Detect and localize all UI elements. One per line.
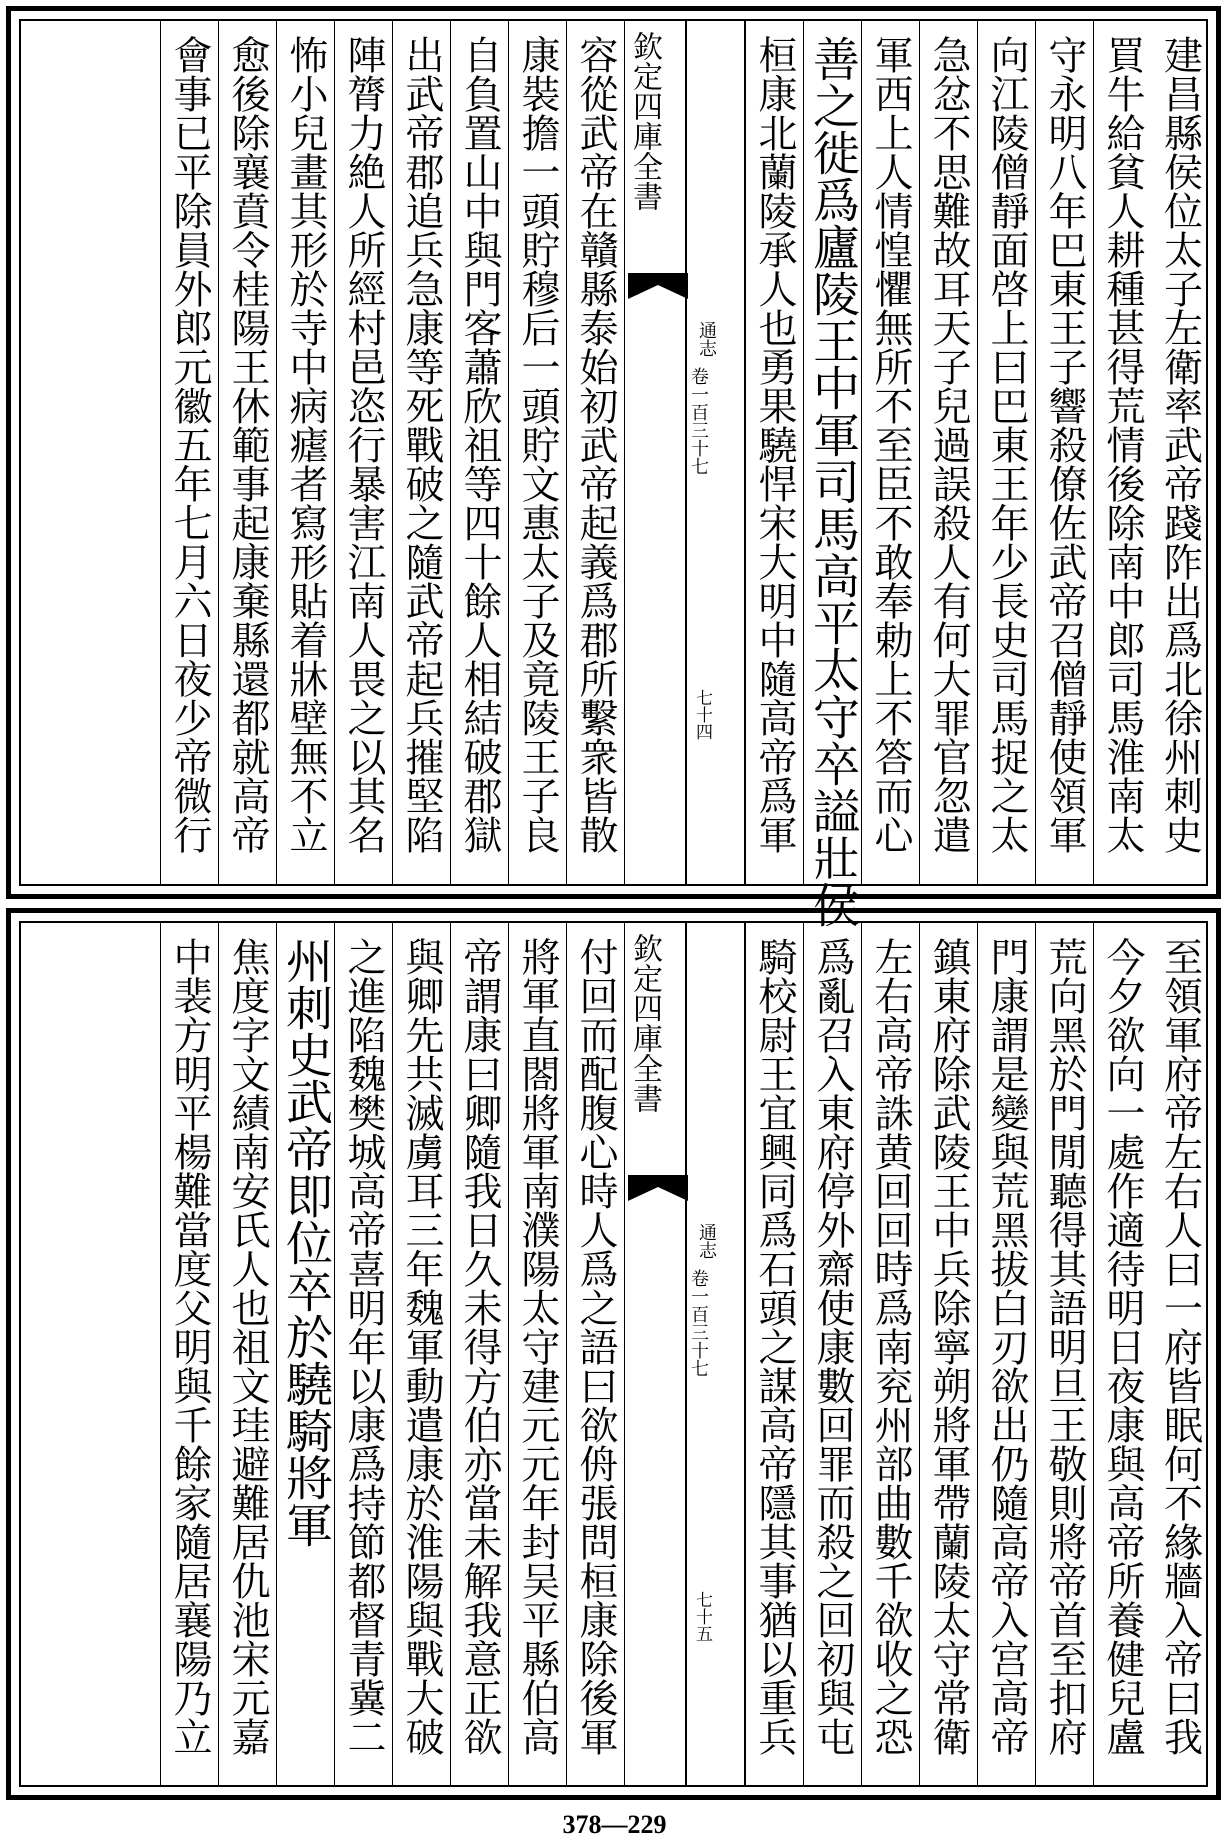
- fish-tail-mark-icon: [628, 273, 688, 299]
- text-column: [803, 923, 861, 1785]
- volume-label: 卷一百三十七: [688, 1269, 709, 1377]
- folio-number: 七十四: [692, 689, 712, 740]
- center-fold: [624, 923, 745, 1785]
- column-text: 荒向黑於門閒聽得其語明旦王敬則將帝首至扣府: [1042, 937, 1087, 1756]
- text-column: [566, 923, 624, 1785]
- column-text: 爲亂召入東府停外齋使康數回罪而殺之回初與屯: [810, 937, 855, 1756]
- column-text: 向江陵僧靜面啓上曰巴東王年少長史司馬捉之太: [984, 35, 1029, 854]
- column-text: 急忿不思難故耳天子兒過誤殺人有何大罪官忽遣: [926, 35, 971, 854]
- top-page: [6, 6, 1221, 928]
- column-text: 出武帝郡追兵急康等死戰破之隨武帝起兵摧堅陷: [399, 35, 444, 854]
- text-column: [977, 21, 1035, 884]
- text-column: [745, 923, 803, 1785]
- text-column: [1035, 923, 1093, 1785]
- column-text: 買牛給貧人耕種甚得荒情後除南中郎司馬淮南太: [1100, 35, 1145, 854]
- center-fold: [624, 21, 745, 884]
- text-column: [276, 21, 334, 884]
- text-column: [1093, 923, 1151, 1785]
- book-title: 欽定四庫全書: [627, 31, 662, 211]
- column-text: 付回而配腹心時人爲之語曰欲侜張問桓康除後軍: [573, 937, 618, 1756]
- book-name: 通志: [696, 1223, 717, 1259]
- text-column: [1151, 21, 1209, 884]
- volume-label: 卷一百三十七: [688, 367, 709, 475]
- text-column: [160, 923, 218, 1785]
- column-text: 會事已平除員外郎元徽五年七月六日夜少帝微行: [167, 35, 212, 854]
- column-text: 容從武帝在贛縣泰始初武帝起義爲郡所繫衆皆散: [573, 35, 618, 854]
- column-text: 今夕欲向一處作適待明日夜康與高帝所養健兒盧: [1100, 937, 1145, 1756]
- text-column: [861, 21, 919, 884]
- column-text: 守永明八年巴東王子響殺僚佐武帝召僧靜使領軍: [1042, 35, 1087, 854]
- text-column: [218, 923, 276, 1785]
- column-text: 鎮東府除武陵王中兵除寧朔將軍帶蘭陵太守常衛: [926, 937, 971, 1756]
- column-text: 愈後除襄賁令桂陽王休範事起康棄縣還都就高帝: [225, 35, 270, 854]
- text-column: [803, 21, 861, 928]
- column-text: 桓康北蘭陵承人也勇果驍悍宋大明中隨高帝爲軍: [752, 35, 797, 854]
- column-text: 門康謂是變與荒黑拔白刃欲出仍隨高帝入宫高帝: [984, 937, 1029, 1756]
- text-column: [1151, 923, 1209, 1785]
- text-column: [566, 21, 624, 884]
- column-text: 之進陷魏樊城高帝喜明年以康爲持節都督青冀二: [341, 937, 386, 1756]
- book-title: 欽定四庫全書: [627, 933, 662, 1113]
- text-column: [450, 21, 508, 884]
- text-column: [450, 923, 508, 1785]
- column-text: 自負置山中與門客蕭欣祖等四十餘人相結破郡獄: [457, 35, 502, 854]
- text-column: [977, 923, 1035, 1785]
- text-column: [392, 21, 450, 884]
- column-text: 州刺史武帝即位卒於驍騎將軍: [278, 937, 333, 1548]
- column-text: 中裴方明平楊難當度父明與千餘家隨居襄陽乃立: [167, 937, 212, 1756]
- page-number: 378—229: [562, 1810, 667, 1839]
- text-column: [745, 21, 803, 884]
- column-text: 至領軍府帝左右人曰一府皆眠何不緣牆入帝曰我: [1157, 937, 1203, 1756]
- top-page-frame: [19, 19, 1208, 928]
- bottom-page: [6, 908, 1221, 1800]
- column-text: 焦度字文績南安氏人也祖文珪避難居仇池宋元嘉: [225, 937, 270, 1756]
- column-text: 建昌縣侯位太子左衛率武帝踐阼出爲北徐州刺史: [1157, 35, 1203, 854]
- column-text: 將軍直閤將軍南濮陽太守建元元年封吴平縣伯高: [515, 937, 560, 1756]
- book-name: 通志: [696, 321, 717, 357]
- folio-number: 七十五: [692, 1591, 712, 1642]
- column-text: 陣膂力絶人所經村邑恣行暴害江南人畏之以其名: [341, 35, 386, 854]
- text-column: [508, 923, 566, 1785]
- text-column: [919, 923, 977, 1785]
- text-column: [1035, 21, 1093, 884]
- text-column: [334, 21, 392, 884]
- text-column: [1093, 21, 1151, 884]
- text-column: [276, 923, 334, 1785]
- text-column: [218, 21, 276, 884]
- text-column: [334, 923, 392, 1785]
- column-text: 與卿先共滅虜耳三年魏軍動遣康於淮陽與戰大破: [399, 937, 444, 1756]
- column-text: 軍西上人情惶懼無所不至臣不敢奉勅上不答而心: [868, 35, 913, 854]
- text-column: [861, 923, 919, 1785]
- text-column: [160, 21, 218, 884]
- column-text: 善之徙爲廬陵王中軍司馬高平太守卒謚壯侯: [805, 35, 860, 928]
- column-text: 左右高帝誅黄回回時爲南兖州部曲數千欲收之恐: [868, 937, 913, 1756]
- text-column: [392, 923, 450, 1785]
- column-text: 騎校尉王宜興同爲石頭之謀高帝隱其事猶以重兵: [752, 937, 797, 1756]
- fish-tail-mark-icon: [628, 1175, 688, 1201]
- column-text: 怖小兒畫其形於寺中病瘧者寫形貼着牀壁無不立: [283, 35, 328, 854]
- column-text: 康裝擔一頭貯穆后一頭貯文惠太子及竟陵王子良: [515, 35, 560, 854]
- bottom-page-frame: [19, 921, 1208, 1787]
- text-column: [508, 21, 566, 884]
- text-column: [919, 21, 977, 884]
- column-text: 帝謂康曰卿隨我日久未得方伯亦當未解我意正欲: [457, 937, 502, 1756]
